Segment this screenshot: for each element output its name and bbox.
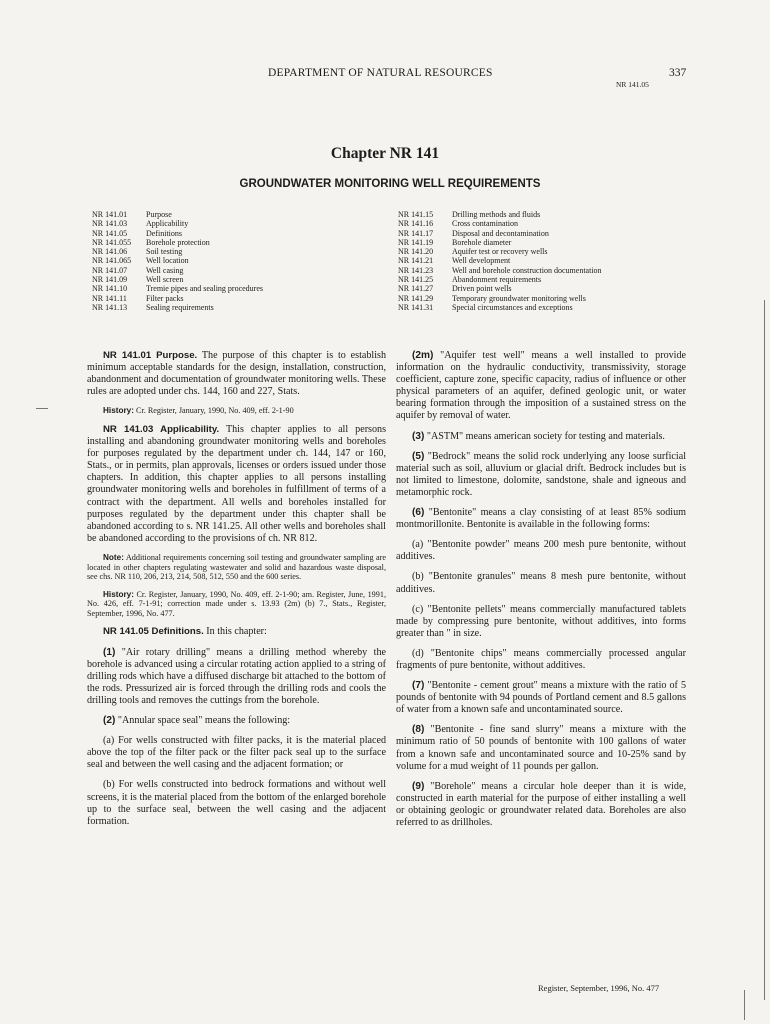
scan-margin-mark	[36, 408, 48, 409]
toc-number: NR 141.21	[398, 256, 434, 266]
chapter-title: Chapter NR 141	[330, 145, 440, 162]
toc-title: Temporary groundwater monitoring wells	[452, 293, 586, 303]
table-of-contents-left	[92, 210, 392, 312]
toc-entry	[398, 210, 718, 219]
definition-1	[87, 647, 386, 707]
chapter-subtitle: GROUNDWATER MONITORING WELL REQUIREMENTS	[239, 178, 541, 190]
definition-9	[396, 781, 686, 829]
toc-entry	[398, 247, 718, 256]
definitions-paragraph	[87, 626, 386, 638]
toc-entry	[92, 266, 392, 275]
toc-entry	[398, 266, 718, 275]
toc-number: NR 141.09	[92, 275, 128, 285]
toc-number: NR 141.06	[92, 247, 128, 257]
toc-entry	[92, 229, 392, 238]
toc-number: NR 141.20	[398, 247, 434, 257]
purpose-text: The purpose of this chapter is to establish minimum acceptable standards for the design, installation, construction, abandonment and documentation of groundwater monitoring wells. These rules are adopted under chs. 144, 160 and 227, Stats.	[87, 350, 386, 398]
history-label: History:	[103, 406, 134, 416]
toc-number: NR 141.07	[92, 265, 128, 275]
toc-title: Driven point wells	[452, 284, 512, 294]
toc-number: NR 141.15	[398, 210, 434, 219]
toc-title: Borehole protection	[146, 237, 210, 247]
toc-title: Cross contamination	[452, 219, 518, 229]
toc-number: NR 141.065	[92, 256, 132, 266]
toc-title: Tremie pipes and sealing procedures	[146, 284, 264, 294]
definition-number: (2)	[103, 715, 116, 727]
definition-2m	[396, 350, 686, 423]
purpose-paragraph	[87, 350, 386, 398]
definitions-intro: In this chapter:	[206, 626, 267, 638]
toc-number: NR 141.05	[92, 228, 128, 238]
toc-title: Well casing	[146, 265, 184, 275]
definition-text: "Bentonite" means a clay consisting of at least 85% sodium montmorillonite. Bentonite is available in the following forms:	[396, 507, 686, 531]
section-reference: NR 141.05	[616, 80, 649, 89]
toc-number: NR 141.10	[92, 284, 128, 294]
definition-3	[396, 431, 686, 443]
definition-8	[396, 724, 686, 772]
toc-number: NR 141.13	[92, 302, 128, 312]
note-text: Additional requirements concerning soil testing and groundwater sampling are located in other chapters regulating wastewater and solid and hazardous waste disposal, see chs. NR 110, 206, 213, 214, 508, 512, 550 and the 600 series.	[87, 552, 386, 582]
toc-title: Soil testing	[146, 247, 183, 257]
definition-number: (2m)	[412, 350, 434, 361]
definition-text: "ASTM" means american society for testing and materials.	[426, 430, 665, 442]
definition-number: (3)	[412, 430, 425, 442]
toc-title: Purpose	[146, 210, 172, 219]
department-header: DEPARTMENT OF NATURAL RESOURCES	[268, 67, 493, 79]
toc-title: Filter packs	[146, 293, 184, 303]
definition-text: "Bedrock" means the solid rock underlying any loose surficial material such as soil, alluvium or glacial drift. Bedrock includes but is not limited to limestone, dolomite, sandstone, shale and igneous and metamorphic rock.	[396, 450, 686, 498]
toc-title: Aquifer test or recovery wells	[452, 247, 548, 257]
history-label: History:	[103, 589, 134, 599]
toc-entry	[92, 294, 392, 303]
note-paragraph	[87, 553, 386, 582]
toc-entry	[398, 238, 718, 247]
toc-entry	[398, 219, 718, 228]
definition-2b: (b) For wells constructed into bedrock formations and without well screens, it is the material placed from the bottom of the enlarged borehole up to the surface seal, between the well casing and the adjacent formation.	[87, 779, 386, 827]
toc-number: NR 141.03	[92, 219, 128, 229]
definition-number: (1)	[103, 646, 116, 658]
toc-entry	[398, 229, 718, 238]
toc-entry	[398, 284, 718, 293]
definition-6b: (b) "Bentonite granules" means 8 mesh pure bentonite, without additives.	[396, 571, 686, 595]
toc-entry	[398, 303, 718, 312]
toc-title: Drilling methods and fluids	[452, 210, 541, 219]
register-footer: Register, September, 1996, No. 477	[538, 983, 660, 993]
definition-2	[87, 715, 386, 727]
history-text: Cr. Register, January, 1990, No. 409, eff. 2-1-90; am. Register, June, 1991, No. 426, eff. 7-1-91; correction made under s. 13.93 (2m) (b) 7., Stats., Register, September, 1996, No. 477.	[87, 589, 387, 618]
toc-title: Well screen	[146, 275, 184, 285]
right-text-column	[396, 350, 686, 837]
toc-number: NR 141.31	[398, 302, 434, 312]
toc-entry	[92, 247, 392, 256]
toc-entry	[398, 275, 718, 284]
definition-number: (9)	[412, 780, 425, 792]
definition-text: "Annular space seal" means the following:	[117, 715, 291, 727]
definition-number: (7)	[412, 680, 425, 692]
toc-number: NR 141.055	[92, 237, 132, 247]
toc-title: Borehole diameter	[452, 237, 512, 247]
toc-title: Applicability	[146, 219, 189, 229]
definition-6	[396, 507, 686, 531]
toc-title: Special circumstances and exceptions	[452, 302, 573, 312]
toc-number: NR 141.27	[398, 284, 434, 294]
definition-5	[396, 451, 686, 499]
definition-text: "Bentonite - fine sand slurry" means a mixture with the minimum ratio of 50 pounds of bentonite with 100 gallons of water from a known safe and uncontaminated source and 10-25% sand by volume for a mud weight of 11 pounds per gallon.	[396, 724, 686, 772]
toc-number: NR 141.25	[398, 275, 434, 285]
toc-title: Well and borehole construction documentation	[452, 265, 602, 275]
definition-6d: (d) "Bentonite chips" means commercially processed angular fragments of pure bentonite, without additives.	[396, 647, 686, 671]
toc-title: Abandonment requirements	[452, 275, 542, 285]
toc-entry	[398, 256, 718, 265]
toc-number: NR 141.19	[398, 237, 434, 247]
toc-entry	[398, 294, 718, 303]
definitions-heading: NR 141.05 Definitions.	[103, 626, 204, 638]
applicability-heading: NR 141.03 Applicability.	[103, 423, 220, 435]
toc-number: NR 141.23	[398, 265, 434, 275]
applicability-paragraph	[87, 424, 386, 545]
purpose-heading: NR 141.01 Purpose.	[103, 350, 198, 361]
toc-number: NR 141.29	[398, 293, 434, 303]
toc-title: Disposal and decontamination	[452, 228, 549, 238]
toc-entry	[92, 210, 392, 219]
definition-number: (8)	[412, 724, 425, 736]
toc-number: NR 141.16	[398, 219, 434, 229]
toc-entry	[92, 219, 392, 228]
page-number: 337	[669, 67, 687, 79]
definition-6a: (a) "Bentonite powder" means 200 mesh pure bentonite, without additives.	[396, 539, 686, 563]
applicability-history	[87, 590, 386, 619]
applicability-text: This chapter applies to all persons installing and abandoning groundwater monitoring wells and boreholes for purposes regulated by the department under ch. 144, 147 or 160, Stats., or in permits, plan approvals, licenses or orders issued under those chapters. In addition, this chapter applies to all persons installing groundwater monitoring wells and boreholes in fulfillment of terms of a contract with the department. All wells and boreholes installed for purposes regulated by the department under this chapter shall be abandoned according to s. NR 141.25. All other wells and boreholes shall be abandoned according to the provisions of ch. NR 812.	[87, 423, 387, 544]
history-text: Cr. Register, January, 1990, No. 409, eff. 2-1-90	[135, 406, 294, 416]
definition-text: "Aquifer test well" means a well installed to provide information on the hydraulic conductivity, transmissivity, storage coefficient, capture zone, specific capacity, radius of influence or other physical parameters of an aquifer, defined geologic unit, or water bearing formation through the imposition of a sustained stress on the aquifer by removal of water.	[396, 350, 686, 422]
definition-2a: (a) For wells constructed with filter packs, it is the material placed above the top of the filter pack or the filter pack seal up to the surface seal and between the well casing and the adjacent formation; or	[87, 735, 386, 771]
definition-number: (6)	[412, 507, 425, 519]
toc-entry	[92, 284, 392, 293]
toc-title: Sealing requirements	[146, 302, 214, 312]
toc-entry	[92, 275, 392, 284]
toc-entry	[92, 303, 392, 312]
toc-entry	[92, 256, 392, 265]
left-text-column	[87, 350, 386, 836]
toc-title: Definitions	[146, 228, 182, 238]
toc-number: NR 141.11	[92, 293, 127, 303]
toc-title: Well development	[452, 256, 511, 266]
toc-number: NR 141.01	[92, 210, 128, 219]
purpose-history	[87, 406, 386, 416]
scan-edge-line	[764, 300, 765, 1000]
scan-edge-mark	[744, 990, 745, 1020]
definition-number: (5)	[412, 450, 425, 462]
definition-7	[396, 680, 686, 716]
note-label: Note:	[103, 552, 124, 562]
toc-entry	[92, 238, 392, 247]
definition-text: "Bentonite - cement grout" means a mixture with the ratio of 5 pounds of bentonite with 94 pounds of Portland cement and 8.5 gallons of water from a known safe and uncontaminated source.	[396, 680, 686, 716]
table-of-contents-right	[398, 210, 718, 312]
definition-text: "Borehole" means a circular hole deeper than it is wide, constructed in earth material for the purpose of either installing a well or obtaining geologic or groundwater related data. Boreholes are also referred to as drillholes.	[396, 780, 686, 828]
definition-6c: (c) "Bentonite pellets" means commercially manufactured tablets made by compressing pure bentonite, without additives, into forms greater than " in size.	[396, 603, 686, 639]
definition-text: "Air rotary drilling" means a drilling method whereby the borehole is advanced using a circular rotating action applied to a string of drilling rods which have a diffused discharge bit attached to the bottom of the rods. Pressurized air is forced through the drilling rods and cools the drilling tools and removes the cuttings from the borehole.	[87, 646, 386, 706]
toc-number: NR 141.17	[398, 228, 434, 238]
toc-title: Well location	[146, 256, 189, 266]
